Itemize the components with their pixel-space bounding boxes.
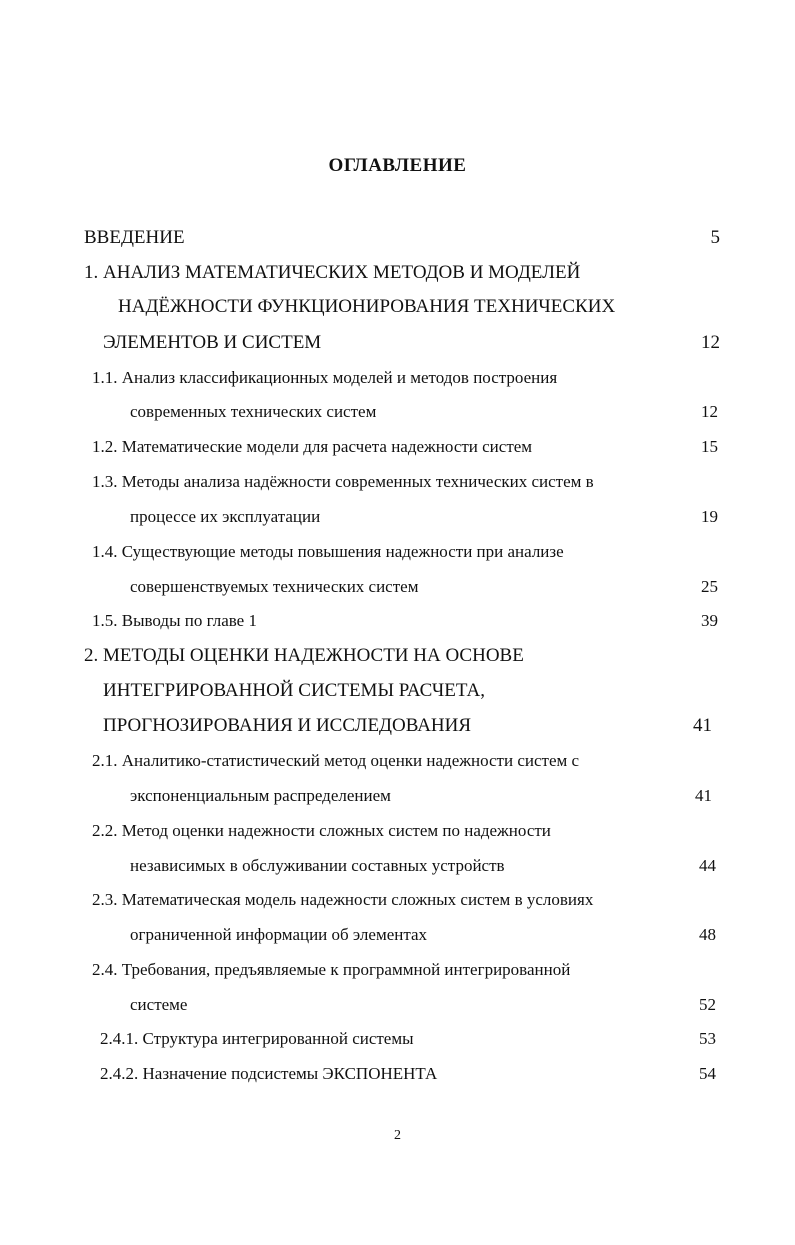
toc-page-section-1-2: 15 xyxy=(701,437,718,456)
toc-section-1-1-line-1: 1.1. Анализ классификационных моделей и методов построения xyxy=(92,368,558,387)
toc-chapter-1-line-2: НАДЁЖНОСТИ ФУНКЦИОНИРОВАНИЯ ТЕХНИЧЕСКИХ xyxy=(118,296,616,317)
toc-section-2-2-line-1: 2.2. Метод оценки надежности сложных систем по надежности xyxy=(92,821,551,840)
toc-section-1-3-line-1: 1.3. Методы анализа надёжности современных технических систем в xyxy=(92,472,594,491)
toc-chapter-1-line-1: 1. АНАЛИЗ МАТЕМАТИЧЕСКИХ МЕТОДОВ И МОДЕЛЕЙ xyxy=(84,262,581,283)
toc-entry-intro: ВВЕДЕНИЕ xyxy=(84,227,185,248)
toc-section-1-4-line-2: совершенствуемых технических систем xyxy=(130,577,419,596)
toc-section-1-4-line-1: 1.4. Существующие методы повышения надежности при анализе xyxy=(92,542,564,561)
toc-page-section-1-4: 25 xyxy=(701,577,718,596)
toc-chapter-2-line-2: ИНТЕГРИРОВАННОЙ СИСТЕМЫ РАСЧЕТА, xyxy=(103,680,485,701)
toc-section-2-2-line-2: независимых в обслуживании составных устройств xyxy=(130,856,505,875)
toc-chapter-2-line-1: 2. МЕТОДЫ ОЦЕНКИ НАДЕЖНОСТИ НА ОСНОВЕ xyxy=(84,645,524,666)
toc-section-2-4-line-2: системе xyxy=(130,995,188,1014)
toc-chapter-2-line-3: ПРОГНОЗИРОВАНИЯ И ИССЛЕДОВАНИЯ xyxy=(103,715,472,736)
toc-page-chapter-1: 12 xyxy=(701,332,720,353)
toc-section-2-3-line-2: ограниченной информации об элементах xyxy=(130,925,428,944)
toc-section-1-3-line-2: процессе их эксплуатации xyxy=(130,507,321,526)
toc-page-section-2-3: 48 xyxy=(699,925,716,944)
page-title: ОГЛАВЛЕНИЕ xyxy=(328,155,467,176)
toc-section-1-5-line-1: 1.5. Выводы по главе 1 xyxy=(92,611,257,630)
toc-section-2-4-1-line-1: 2.4.1. Структура интегрированной системы xyxy=(100,1029,414,1048)
toc-page-section-1-3: 19 xyxy=(701,507,718,526)
toc-page-chapter-2: 41 xyxy=(693,715,712,736)
toc-page-intro: 5 xyxy=(710,227,720,248)
page-number: 2 xyxy=(394,1128,401,1143)
toc-page-section-2-4: 52 xyxy=(699,995,716,1014)
toc-section-2-1-line-2: экспоненциальным распределением xyxy=(130,786,391,805)
toc-page-section-2-4-2: 54 xyxy=(699,1064,716,1083)
toc-section-1-1-line-2: современных технических систем xyxy=(130,402,377,421)
toc-page-section-2-1: 41 xyxy=(695,786,712,805)
toc-chapter-1-line-3: ЭЛЕМЕНТОВ И СИСТЕМ xyxy=(103,332,322,353)
toc-page-section-1-1: 12 xyxy=(701,402,718,421)
toc-section-2-3-line-1: 2.3. Математическая модель надежности сложных систем в условиях xyxy=(92,890,594,909)
toc-page-section-2-2: 44 xyxy=(699,856,716,875)
toc-page-section-1-5: 39 xyxy=(701,611,718,630)
toc-section-2-4-2-line-1: 2.4.2. Назначение подсистемы ЭКСПОНЕНТА xyxy=(100,1064,438,1083)
toc-section-2-1-line-1: 2.1. Аналитико-статистический метод оценки надежности систем с xyxy=(92,751,580,770)
toc-section-2-4-line-1: 2.4. Требования, предъявляемые к программной интегрированной xyxy=(92,960,571,979)
toc-section-1-2-line-1: 1.2. Математические модели для расчета надежности систем xyxy=(92,437,533,456)
toc-page-section-2-4-1: 53 xyxy=(699,1029,716,1048)
